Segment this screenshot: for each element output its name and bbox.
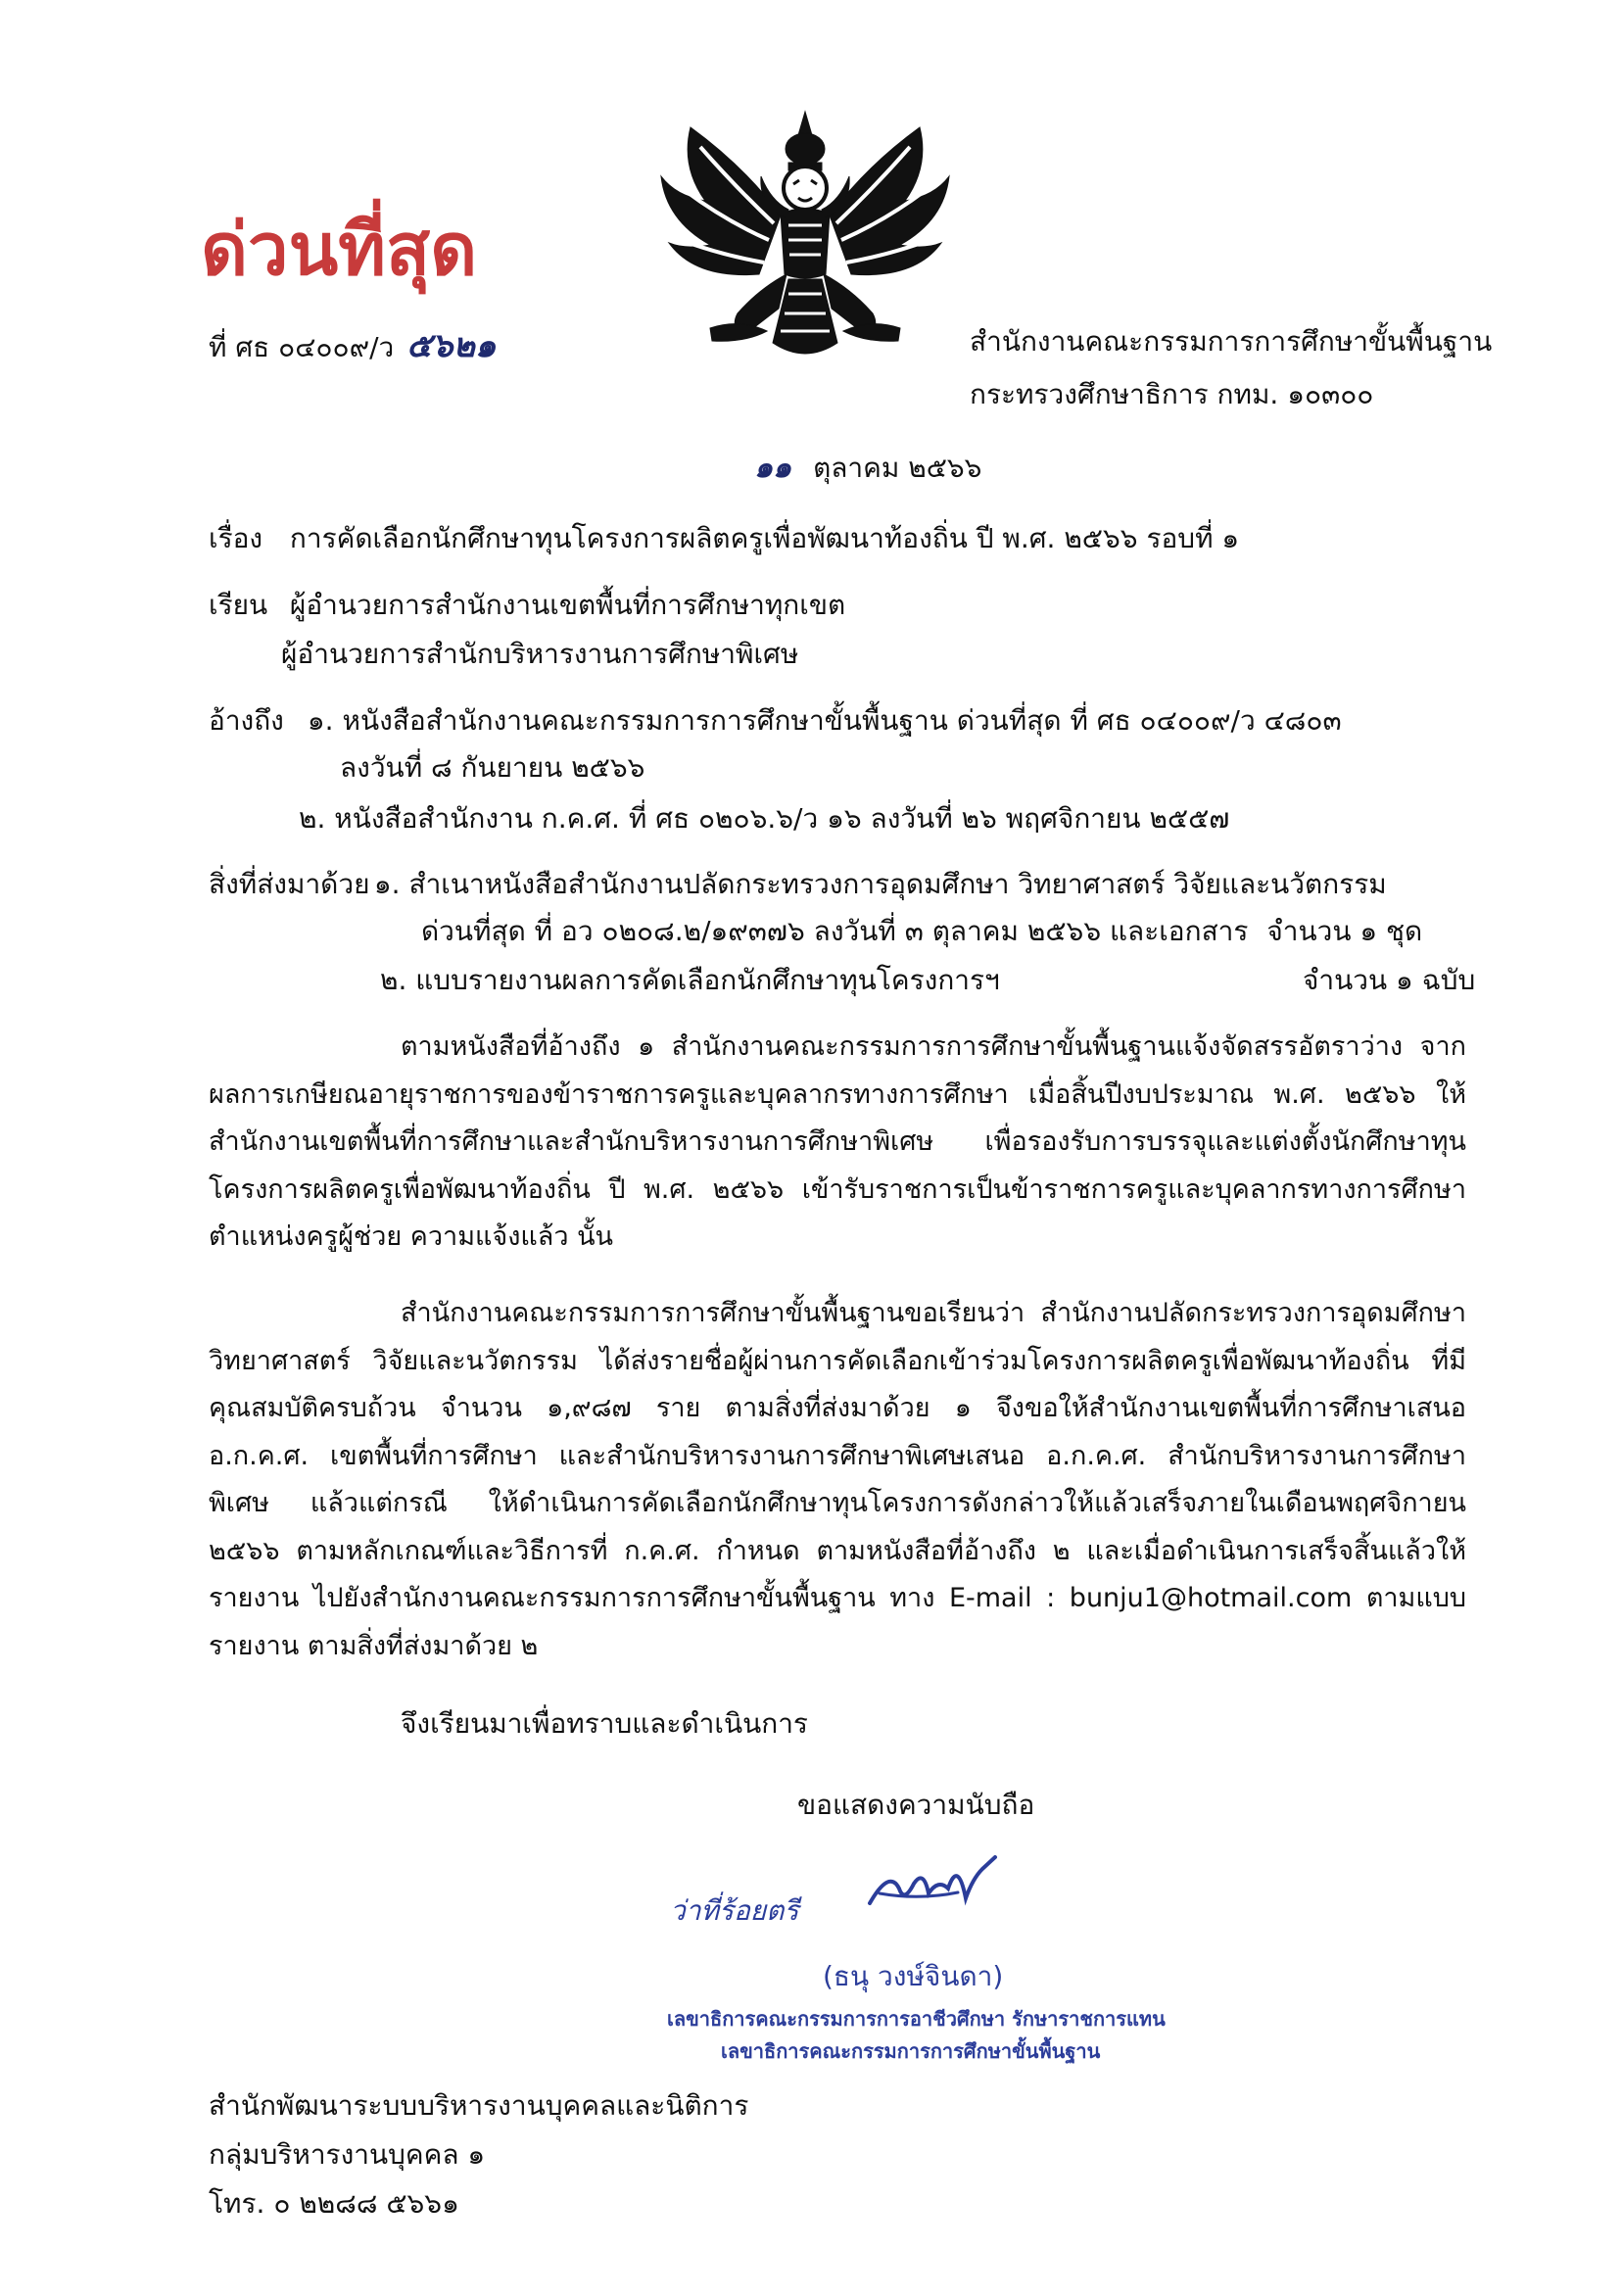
date-month-year: ตุลาคม ๒๕๖๖ (813, 452, 982, 484)
signer-position-2: เลขาธิการคณะกรรมการการศึกษาขั้นพื้นฐาน (721, 2039, 1101, 2063)
issuing-office: สำนักงานคณะกรรมการการศึกษาขั้นพื้นฐาน (970, 325, 1493, 358)
references-row (209, 698, 1342, 743)
enclosures-label: สิ่งที่ส่งมาด้วย (209, 868, 370, 900)
recipient-line-1: ผู้อำนวยการสำนักงานเขตพื้นที่การศึกษาทุกเขต (289, 589, 846, 621)
document-date (754, 446, 981, 491)
document-number (209, 323, 496, 370)
document-number-handwritten: ๕๖๒๑ (406, 326, 497, 365)
reference-1-line-2: ลงวันที่ ๘ กันยายน ๒๕๖๖ (340, 751, 645, 784)
footer-department: สำนักพัฒนาระบบบริหารงานบุคคลและนิติการ (209, 2089, 749, 2122)
footer-phone: โทร. ๐ ๒๒๘๘ ๕๖๖๑ (209, 2187, 459, 2220)
enclosure-2: ๒. แบบรายงานผลการคัดเลือกนักศึกษาทุนโครงการฯ (380, 964, 1000, 996)
enclosure-2-quantity: จำนวน ๑ ฉบับ (1303, 964, 1476, 996)
subject-label: เรื่อง (209, 522, 263, 554)
enclosure-1-ref: ด่วนที่สุด ที่ อว ๐๒๐๘.๒/๑๙๓๗๖ ลงวันที่ ๓ ตุลาคม ๒๕๖๖ และเอกสาร (421, 915, 1249, 947)
urgency-stamp: ด่วนที่สุด (201, 208, 478, 292)
enclosure-1-quantity: จำนวน ๑ ชุด (1266, 915, 1423, 947)
enclosure-1-line-2 (421, 909, 1422, 954)
signer-name: (ธนุ วงษ์จินดา) (823, 1960, 1004, 1992)
garuda-emblem-icon (651, 108, 960, 367)
issuing-office-address: กระทรวงศึกษาธิการ กทม. ๑๐๓๐๐ (970, 378, 1374, 410)
signer-rank: ว่าที่ร้อยตรี (670, 1894, 799, 1927)
references-label: อ้างถึง (209, 704, 284, 737)
recipient-line-2: ผู้อำนวยการสำนักบริหารงานการศึกษาพิเศษ (281, 638, 799, 670)
recipient-label: เรียน (209, 589, 268, 621)
enclosures-row (209, 862, 1387, 907)
subject-row (209, 516, 1239, 561)
document-number-prefix: ที่ ศธ ๐๔๐๐๙/ว (209, 331, 395, 363)
body-paragraph-1: ตามหนังสือที่อ้างถึง ๑ สำนักงานคณะกรรมการการศึกษาขั้นพื้นฐานแจ้งจัดสรรอัตราว่าง จากผลการเกษียณอายุราชการของข้าราชการครูและบุคลากรทางการศึกษา เมื่อสิ้นปีงบประมาณ พ.ศ. ๒๕๖๖ ให้สำนักงานเขตพื้นที่การศึกษาและสำนักบริหารงานการศึกษาพิเศษ เพื่อรองรับการบรรจุและแต่งตั้งนักศึกษาทุน โครงการผลิตครูเพื่อพัฒนาท้องถิ่น ปี พ.ศ. ๒๕๖๖ เข้ารับราชการเป็นข้าราชการครูและบุคลากรทางการศึกษา ตำแหน่งครูผู้ช่วย ความแจ้งแล้ว นั้น (209, 1031, 1466, 1252)
body-paragraph-2: สำนักงานคณะกรรมการการศึกษาขั้นพื้นฐานขอเรียนว่า สำนักงานปลัดกระทรวงการอุดมศึกษา วิทยาศาสตร์ วิจัยและนวัตกรรม ได้ส่งรายชื่อผู้ผ่านการคัดเลือกเข้าร่วมโครงการผลิตครูเพื่อพัฒนาท้องถิ่น ที่มีคุณสมบัติครบถ้วน จำนวน ๑,๙๘๗ ราย ตามสิ่งที่ส่งมาด้วย ๑ จึงขอให้สำนักงานเขตพื้นที่การศึกษาเสนอ อ.ก.ค.ศ. เขตพื้นที่การศึกษา และสำนักบริหารงานการศึกษาพิเศษเสนอ อ.ก.ค.ศ. สำนักบริหารงานการศึกษาพิเศษ แล้วแต่กรณี ให้ดำเนินการคัดเลือกนักศึกษาทุนโครงการดังกล่าวให้แล้วเสร็จภายในเดือนพฤศจิกายน ๒๕๖๖ ตามหลักเกณฑ์และวิธีการที่ ก.ค.ศ. กำหนด ตามหนังสือที่อ้างถึง ๒ และเมื่อดำเนินการเสร็จสิ้นแล้วให้รายงาน ไปยังสำนักงานคณะกรรมการการศึกษาขั้นพื้นฐาน ทาง E-mail : bunju1@hotmail.com ตามแบบรายงาน ตามสิ่งที่ส่งมาด้วย ๒ (209, 1298, 1466, 1661)
enclosure-1-line-1: ๑. สำเนาหนังสือสำนักงานปลัดกระทรวงการอุดมศึกษา วิทยาศาสตร์ วิจัยและนวัตกรรม (373, 868, 1387, 900)
footer-group: กลุ่มบริหารงานบุคคล ๑ (209, 2138, 486, 2171)
date-day-handwritten: ๑๑ (754, 451, 792, 485)
body-paragraph-3: จึงเรียนมาเพื่อทราบและดำเนินการ (401, 1707, 808, 1740)
reference-1-line-1: ๑. หนังสือสำนักงานคณะกรรมการการศึกษาขั้นพื้นฐาน ด่วนที่สุด ที่ ศธ ๐๔๐๐๙/ว ๔๘๐๓ (307, 704, 1342, 737)
reference-2: ๒. หนังสือสำนักงาน ก.ค.ศ. ที่ ศธ ๐๒๐๖.๖/ว ๑๖ ลงวันที่ ๒๖ พฤศจิกายน ๒๕๕๗ (299, 802, 1230, 835)
closing-salutation: ขอแสดงความนับถือ (797, 1789, 1035, 1821)
handwritten-signature-icon (860, 1849, 1007, 1926)
recipient-row (209, 583, 845, 628)
signer-position-1: เลขาธิการคณะกรรมการการอาชีวศึกษา รักษาราชการแทน (667, 2007, 1166, 2031)
subject-text: การคัดเลือกนักศึกษาทุนโครงการผลิตครูเพื่อพัฒนาท้องถิ่น ปี พ.ศ. ๒๕๖๖ รอบที่ ๑ (289, 522, 1240, 554)
